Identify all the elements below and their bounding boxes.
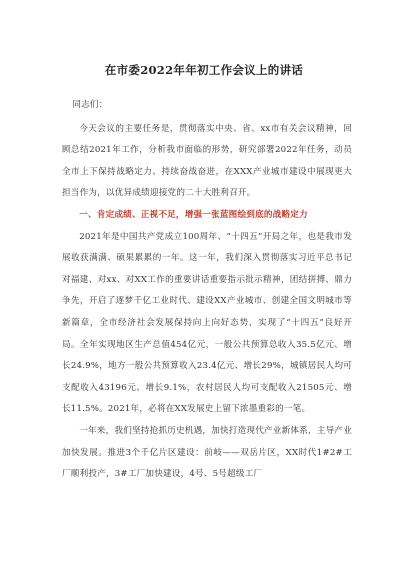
section-heading-1: 一、肯定成绩、正视不足，增强一张蓝图绘到底的战略定力 [79, 209, 308, 220]
salutation: 同志们： [72, 100, 108, 110]
paragraph-industry: 一年来，我们坚持抢抓历史机遇，加快打造现代产业新体系，主导产业加快发展。推进3个千亿片区建设：前岐——双岳片区，XX时代1#2#工厂顺利投产，3#工厂加快建设，4号、5号超级工厂 [62, 425, 352, 480]
document-body [62, 95, 352, 486]
paragraph-intro: 今天会议的主要任务是，贯彻落实中央、省、xx市有关会议精神，回顾总结2021年工作，分析我市面临的形势，研究部署2022年任务，动员全市上下保持战略定力、持续奋战奋进，在XXX产业城市建设中展现更大担当作为，以优异成绩迎接党的二十大胜利召开。 [62, 123, 352, 199]
document-title: 在市委2022年年初工作会议上的讲话 [104, 63, 304, 77]
paragraph-review-2021: 2021年是中国共产党成立100周年、“十四五”开局之年，也是我市发展收获满满、硕果累累的一年。这一年，我们深入贯彻落实习近平总书记对福建、对xx、对XX工作的重要讲话重要指示批示精神，团结拼搏、鼎力争先，开启了逐梦千亿工业时代、建设XX产业城市、创建全国文明城市等新篇章，全市经济社会发展保持向上向好态势，实现了“十四五”良好开局。全年实现地区生产总值454亿元，一般公共预算总收入35.5亿元、增长24.9%，地方一般公共预算收入23.4亿元、增长29%，城镇居民人均可支配收入43196元、增长9.1%，农村居民人均可支配收入21505元、增长11.5%。2021年，必将在XX发展史上留下浓墨重彩的一笔。 [62, 231, 352, 415]
